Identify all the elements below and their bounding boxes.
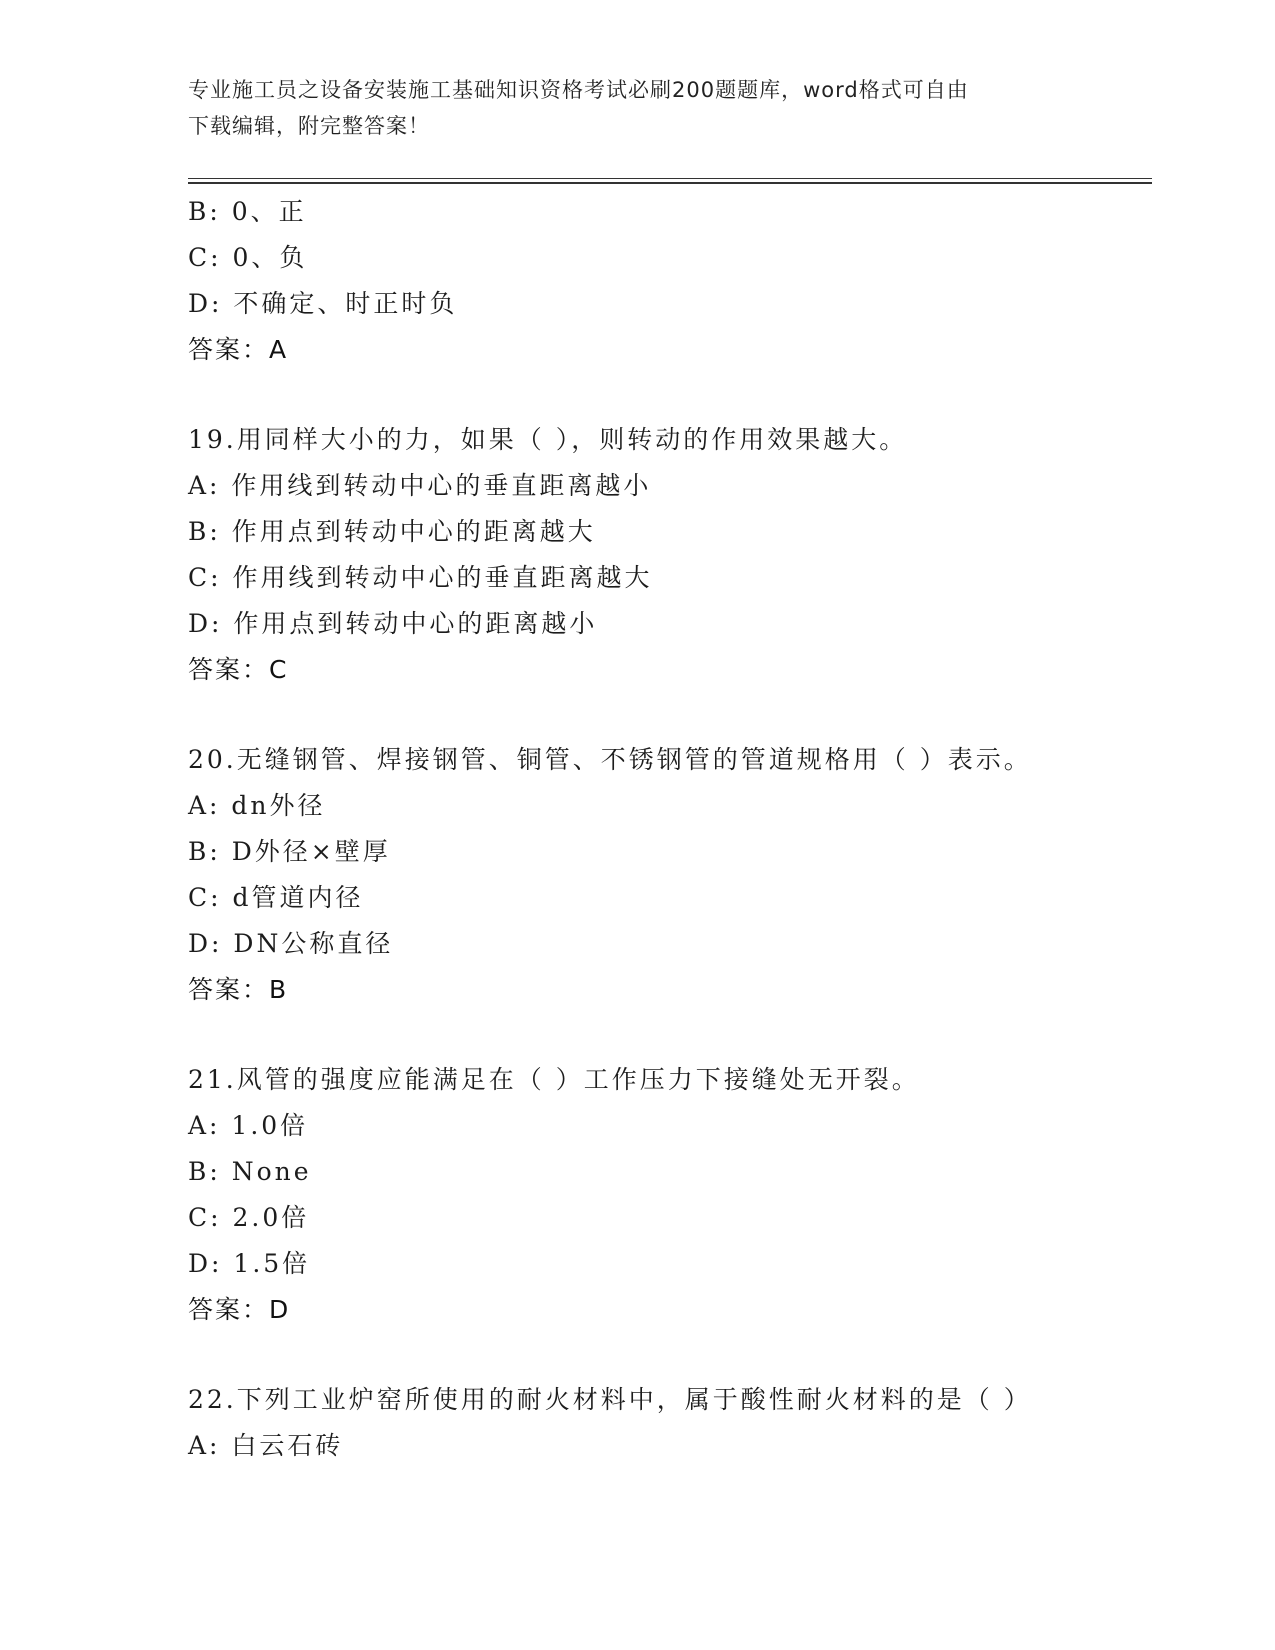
option-a: A: 作用线到转动中心的垂直距离越小 bbox=[188, 471, 652, 500]
option-c: C: 0、负 bbox=[188, 243, 308, 272]
option-b: B: 0、正 bbox=[188, 197, 307, 226]
question-18 bbox=[188, 189, 1152, 373]
answer-line: 答案：A bbox=[188, 335, 289, 364]
option-b: B: D外径×壁厚 bbox=[188, 837, 391, 866]
option-a: A: 白云石砖 bbox=[188, 1431, 344, 1460]
option-d: D: DN公称直径 bbox=[188, 929, 394, 958]
option-b: B: 作用点到转动中心的距离越大 bbox=[188, 517, 596, 546]
document-header bbox=[188, 72, 1088, 144]
answer-line: 答案：B bbox=[188, 975, 289, 1004]
question-text: 22.下列工业炉窑所使用的耐火材料中，属于酸性耐火材料的是（ ） bbox=[188, 1385, 1032, 1414]
option-a: A: dn外径 bbox=[188, 791, 326, 820]
question-20 bbox=[188, 737, 1152, 1013]
option-d: D: 作用点到转动中心的距离越小 bbox=[188, 609, 598, 638]
question-19 bbox=[188, 417, 1152, 693]
option-a: A: 1.0倍 bbox=[188, 1111, 309, 1140]
header-divider-thick bbox=[188, 182, 1152, 184]
spacer bbox=[188, 1013, 1152, 1057]
option-b: B: None bbox=[188, 1157, 312, 1186]
option-d: D: 1.5倍 bbox=[188, 1249, 311, 1278]
question-21 bbox=[188, 1057, 1152, 1333]
option-d: D: 不确定、时正时负 bbox=[188, 289, 458, 318]
header-divider-thin bbox=[188, 178, 1152, 179]
option-c: C: d管道内径 bbox=[188, 883, 364, 912]
question-text: 20.无缝钢管、焊接钢管、铜管、不锈钢管的管道规格用（ ）表示。 bbox=[188, 745, 1032, 774]
header-line-2: 下载编辑，附完整答案！ bbox=[188, 114, 430, 138]
option-c: C: 作用线到转动中心的垂直距离越大 bbox=[188, 563, 653, 592]
question-list bbox=[188, 189, 1152, 1469]
option-c: C: 2.0倍 bbox=[188, 1203, 310, 1232]
question-text: 19.用同样大小的力，如果（ ），则转动的作用效果越大。 bbox=[188, 425, 908, 454]
spacer bbox=[188, 693, 1152, 737]
header-line-1: 专业施工员之设备安装施工基础知识资格考试必刷200题题库，word格式可自由 bbox=[188, 78, 969, 102]
spacer bbox=[188, 1333, 1152, 1377]
answer-line: 答案：C bbox=[188, 655, 289, 684]
question-text: 21.风管的强度应能满足在（ ）工作压力下接缝处无开裂。 bbox=[188, 1065, 920, 1094]
answer-line: 答案：D bbox=[188, 1295, 291, 1324]
question-22 bbox=[188, 1377, 1152, 1469]
spacer bbox=[188, 373, 1152, 417]
